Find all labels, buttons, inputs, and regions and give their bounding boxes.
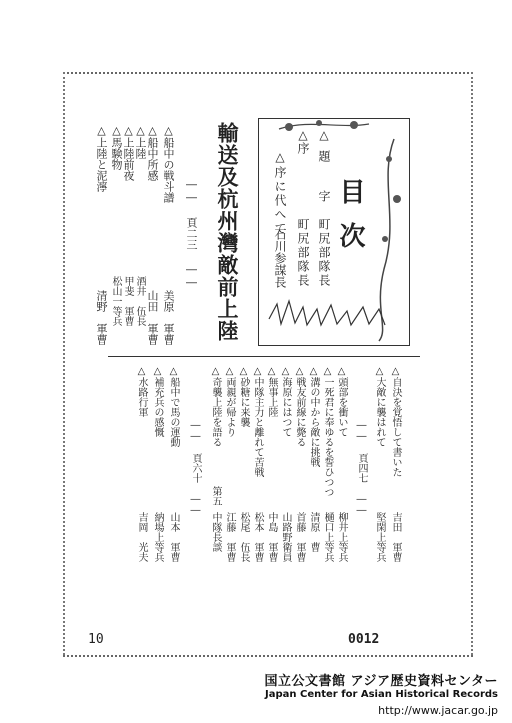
archive-name-en: Japan Center for Asian Historical Records (265, 689, 498, 700)
sheet-number: 0012 (348, 632, 380, 647)
list-item-title: △補充兵の感慨 (152, 366, 163, 437)
list-item-author: 酒井 伍長 (134, 276, 145, 326)
list-item-title: △自決を覚悟して書いた (390, 366, 401, 477)
section-page-ref: ―― 頁二三 ―― (185, 178, 198, 289)
list-item-title: △両親が帰より (224, 366, 235, 437)
section-title: 輸送及杭州灣敵前上陸 (215, 122, 240, 342)
header-item-title-1: △題 字 (317, 128, 331, 210)
page-ref-a: ―― 頁四七 ―― (356, 420, 367, 516)
list-item-author: 山路野衛員 (280, 512, 291, 562)
list-item-title: △一死君に奉ゆるを誓ひつつ (322, 366, 333, 497)
archive-name-jp: 国立公文書館 アジア歴史資料センター (264, 674, 498, 689)
left-dotted-border (63, 72, 65, 655)
list-item-author: 松尾 伍長 (238, 512, 249, 562)
header-item-author-1: 町尻部隊長 (317, 218, 331, 288)
list-item-author: 江藤 軍曹 (224, 512, 235, 562)
page-number: 10 (88, 632, 104, 647)
list-item-title: △船中所感 (146, 124, 159, 181)
list-item-title: △上陸前夜 (122, 124, 135, 181)
list-item-title: △水路行軍 (136, 366, 147, 417)
list-item-author: 柳井上等兵 (336, 512, 347, 562)
list-item-author: 中隊長談 (210, 512, 221, 552)
list-item-title: △上陸 (134, 124, 147, 159)
list-item-title: △馬験物 (110, 124, 123, 170)
list-item-author: 清野 軍曹 (95, 290, 108, 345)
header-item-title-2: △序 (296, 128, 310, 154)
archive-url: http://www.jacar.go.jp (378, 704, 498, 717)
list-item-author: 松本 軍曹 (252, 512, 263, 562)
list-item-title: △頭部を衝いて (336, 366, 347, 437)
bottom-dotted-border (63, 655, 473, 657)
toc-heading: 目次 (335, 178, 365, 266)
list-item-author: 首藤 軍曹 (294, 512, 305, 562)
page-ref-b: ―― 頁六十 ―― (190, 420, 201, 516)
list-item-author: 堅閑上等兵 (374, 512, 385, 562)
list-item-title: △砂糖に来襲 (238, 366, 249, 427)
list-item-title: △上陸と泥濘 (95, 124, 108, 192)
list-item-author: 清原 曹 (308, 512, 319, 552)
list-item-title: △船中で馬の運動 (168, 366, 179, 447)
right-dotted-border (471, 72, 473, 655)
list-item-title: △中隊主力と離れて苦戦 (252, 366, 263, 477)
list-item-title: △無事上陸 (266, 366, 277, 417)
list-item-author: 中島 軍曹 (266, 512, 277, 562)
list-item-title: △海原にはつて (280, 366, 291, 437)
list-item-title: △戦友前線に斃る (294, 366, 305, 447)
page-ref-c: 第五 (210, 486, 221, 506)
list-item-title: △大敵に襲はれて (374, 366, 385, 447)
list-item-author: 松山一等兵 (110, 276, 121, 326)
list-item-author: 吉田 軍曹 (390, 512, 401, 562)
list-item-author: 樋口上等兵 (322, 512, 333, 562)
list-item-author: 山田 軍曹 (146, 290, 159, 345)
list-item-title: △溝の中から敵に挑戦 (308, 366, 319, 467)
header-item-title-3: △序に代へて (273, 150, 287, 236)
list-item-author: 山本 軍曹 (168, 512, 179, 562)
header-item-author-3: 石川参謀長 (273, 228, 287, 288)
top-dotted-border (63, 72, 473, 74)
list-item-title: △船中の戦斗譜 (162, 124, 175, 203)
list-item-author: 吉岡 光夫 (136, 512, 147, 562)
list-item-author: 納場上等兵 (152, 512, 163, 562)
list-item-author: 美原 軍曹 (162, 290, 175, 345)
list-item-author: 甲斐 軍曹 (122, 276, 133, 326)
header-item-author-2: 町尻部隊長 (296, 218, 310, 288)
list-item-title: △奇襲上陸を語る (210, 366, 221, 447)
